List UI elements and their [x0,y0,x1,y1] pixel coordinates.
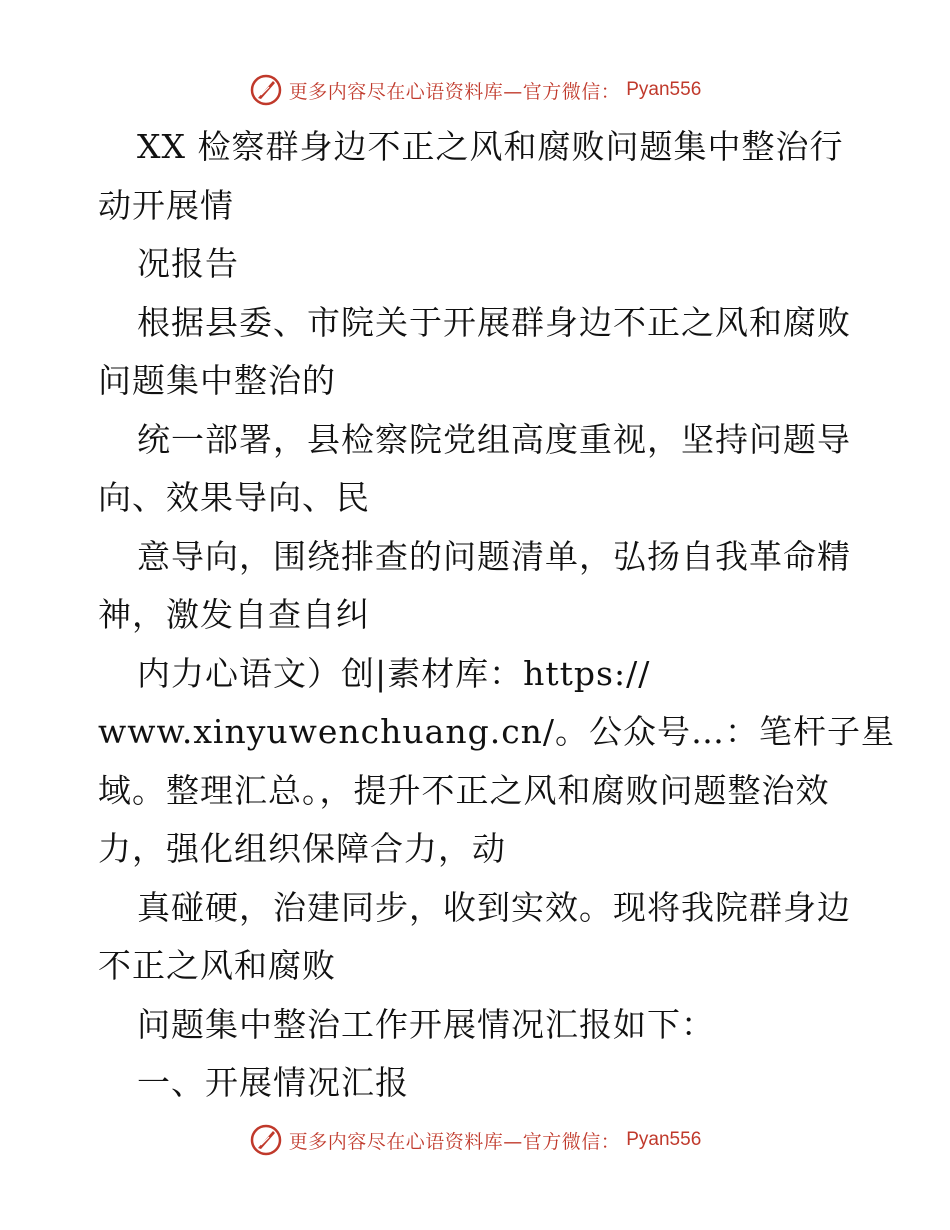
section-heading: 一、开展情况汇报 [137,1063,409,1102]
title-line: 动开展情 [98,185,234,225]
watermark-wechat-id: Pyan556 [626,1129,702,1150]
header-watermark-banner [0,70,950,110]
title-line: 况报告 [137,244,239,283]
document-body [98,118,896,1113]
paragraph-line: 域。整理汇总。，提升不正之风和腐败问题整治效 [98,770,830,810]
title-line: XX 检察群身边不正之风和腐败问题集中整治行 [137,127,844,166]
paragraph-line: 力，强化组织保障合力，动 [98,829,506,868]
paragraph-line: 向、效果导向、民 [98,478,370,517]
paragraph-line: 不正之风和腐败 [98,946,336,985]
footer-watermark-banner [0,1120,950,1160]
paragraph-line: 问题集中整治工作开展情况汇报如下： [137,1004,715,1044]
paragraph-line: 根据县委、市院关于开展群身边不正之风和腐败 [137,302,851,342]
watermark-text: 更多内容尽在心语资料库—官方微信： [288,80,621,103]
paragraph-line: 神，激发自查自纠 [98,595,370,634]
paragraph-line: www.xinyuwenchuang.cn/。公众号…：笔杆子星 [98,712,896,751]
paragraph-line: 统一部署，县检察院党组高度重视，坚持问题导 [137,419,851,459]
watermark-wechat-id: Pyan556 [626,79,702,100]
watermark-text: 更多内容尽在心语资料库—官方微信： [288,1130,621,1153]
paragraph-line: 内力心语文）创|素材库：https:// [137,653,651,693]
paragraph-line: 真碰硬，治建同步，收到实效。现将我院群身边 [137,887,851,927]
paragraph-line: 意导向，围绕排查的问题清单，弘扬自我革命精 [137,536,851,576]
paragraph-line: 问题集中整治的 [98,361,336,400]
quill-circle-logo-icon [249,73,283,107]
quill-circle-logo-icon [249,1123,283,1157]
